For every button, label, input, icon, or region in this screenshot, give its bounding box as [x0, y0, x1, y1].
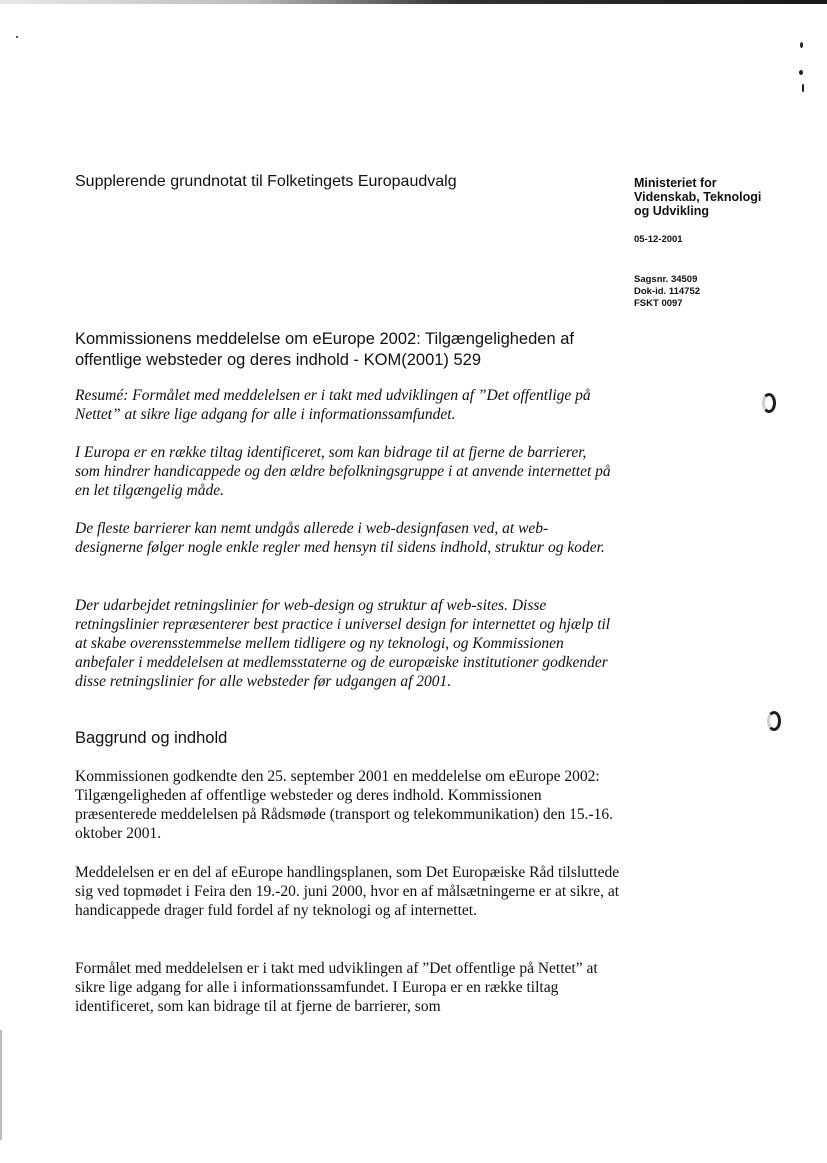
body-paragraph: Meddelelsen er en del af eEurope handlingsplanen, som Det Europæiske Råd tilsluttede sig ved topmødet i Feira den 19.-20. juni 2000, hvor en af målsætningerne er at sikre, at handicappede drager fuld fordel af ny teknologi og af internettet. [75, 864, 620, 919]
document-title-line: Kommissionens meddelelse om eEurope 2002: Tilgængeligheden af [75, 330, 574, 348]
memo-title: Supplerende grundnotat til Folketingets Europaudvalg [75, 173, 457, 190]
body-paragraph: Formålet med meddelelsen er i takt med udviklingen af ”Det offentlige på Nettet” at sikre lige adgang for alle i informationssamfundet. I Europa er en række tiltag identificeret, som kan bidrage til at fjerne de barrierer, som [75, 960, 598, 1015]
ministry-line: og Udvikling [634, 204, 709, 218]
reference-numbers [634, 274, 700, 310]
ministry-name [634, 176, 814, 218]
summary-paragraph: De fleste barrierer kan nemt undgås allerede i web-designfasen ved, at web-designerne følger nogle enkle regler med hensyn til sidens indhold, struktur og koder. [75, 520, 605, 556]
fskt-code: FSKT 0097 [634, 298, 683, 309]
ministry-line: Videnskab, Teknologi [634, 190, 762, 204]
case-number: Sagsnr. 34509 [634, 274, 698, 285]
scan-edge-artifact [0, 0, 827, 4]
document-title [75, 329, 620, 371]
scan-margin-artifact [0, 1030, 2, 1140]
document-date: 05-12-2001 [634, 234, 683, 245]
summary-paragraph: Resumé: Formålet med meddelelsen er i takt med udviklingen af ”Det offentlige på Nettet” at sikre lige adgang for alle i informationssamfundet. [75, 387, 591, 423]
punch-hole-mark [762, 393, 776, 413]
scan-speck [800, 42, 803, 48]
punch-hole-mark [767, 711, 781, 731]
scan-speck [799, 70, 803, 75]
summary-paragraph: I Europa er en række tiltag identificeret, som kan bidrage til at fjerne de barrierer, som hindrer handicappede og den ældre befolkningsgruppe i at anvende internettet på en let tilgængelig måde. [75, 444, 611, 499]
ministry-line: Ministeriet for [634, 176, 717, 190]
section-heading: Baggrund og indhold [75, 729, 228, 747]
document-id: Dok-id. 114752 [634, 286, 701, 297]
scan-speck [802, 84, 804, 92]
body-paragraph: Kommissionen godkendte den 25. september 2001 en meddelelse om eEurope 2002: Tilgængeligheden af offentlige websteder og deres indhold. Kommissionen præsenterede meddelelsen på Rådsmøde (transport og telekommunikation) den 15.-16. oktober 2001. [75, 768, 614, 842]
scan-speck [16, 36, 18, 38]
summary-paragraph: Der udarbejdet retningslinier for web-design og struktur af web-sites. Disse retningslinier repræsenterer best practice i universel design for internettet og hjælp til at skabe overensstemmelse mellem tidligere og ny teknologi, og Kommissionen anbefaler i meddelelsen at medlemsstaterne og de europæiske institutioner godkender disse retningslinier for alle websteder før udgangen af 2001. [75, 597, 611, 690]
document-title-line: offentlige websteder og deres indhold - KOM(2001) 529 [75, 351, 482, 369]
